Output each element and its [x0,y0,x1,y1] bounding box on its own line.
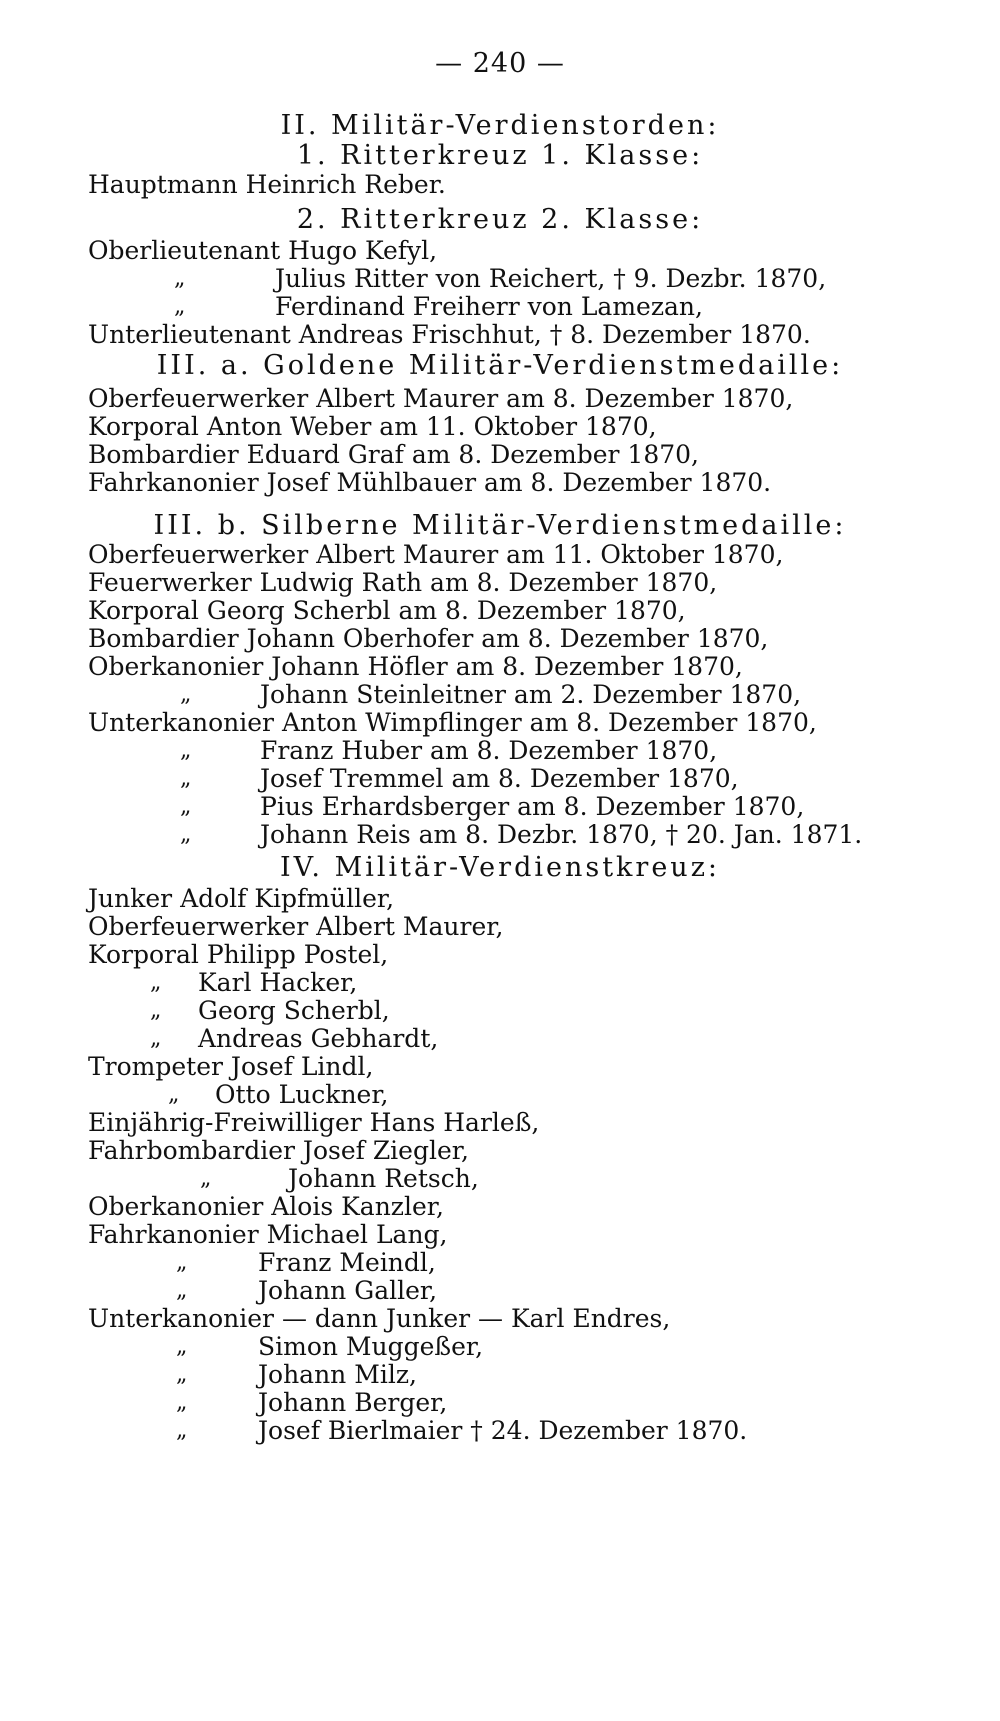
item-text: Georg Scherbl, [198,996,390,1025]
item-text: Trompeter Josef Lindl, [88,1052,374,1081]
item-text: Oberkanonier Alois Kanzler, [88,1192,444,1221]
ditto-mark: „ [180,738,192,763]
item-text: Josef Tremmel am 8. Dezember 1870, [260,764,739,793]
item-text: Fahrkanonier Michael Lang, [88,1220,448,1249]
ditto-mark: „ [180,766,192,791]
ditto-mark: „ [176,1362,188,1387]
item-text: Oberlieutenant Hugo Kefyl, [88,236,438,265]
page-number: — 240 — [435,48,565,79]
item-text: Bombardier Eduard Graf am 8. Dezember 1870, [88,440,699,469]
item-text: Korporal Georg Scherbl am 8. Dezember 1870, [88,596,686,625]
item-text: Otto Luckner, [215,1080,389,1109]
item-text: Josef Bierlmaier † 24. Dezember 1870. [258,1416,748,1445]
item-text: Feuerwerker Ludwig Rath am 8. Dezember 1870, [88,568,718,597]
ditto-mark: „ [176,1390,188,1415]
subheading-ritterkreuz-2: 2. Ritterkreuz 2. Klasse: [296,204,704,235]
item-text: Johann Reis am 8. Dezbr. 1870, † 20. Jan. 1871. [260,820,863,849]
item-text: Korporal Anton Weber am 11. Oktober 1870, [88,412,657,441]
item-text: Simon Muggeßer, [258,1332,484,1361]
item-text: Unterkanonier — dann Junker — Karl Endres, [88,1304,671,1333]
item-text: Johann Milz, [258,1360,417,1389]
ditto-mark: „ [180,794,192,819]
item-text: Oberfeuerwerker Albert Maurer, [88,912,504,941]
item-text: Bombardier Johann Oberhofer am 8. Dezember 1870, [88,624,769,653]
item-text: Karl Hacker, [198,968,358,997]
item-text: Unterkanonier Anton Wimpflinger am 8. Dezember 1870, [88,708,817,737]
ditto-mark: „ [200,1166,212,1191]
ditto-mark: „ [174,294,186,319]
item-text: Andreas Gebhardt, [198,1024,439,1053]
item-text: Johann Galler, [258,1276,438,1305]
item-text: Fahrbombardier Josef Ziegler, [88,1136,469,1165]
item-text: Korporal Philipp Postel, [88,940,389,969]
item-text: Oberfeuerwerker Albert Maurer am 8. Dezember 1870, [88,384,794,413]
item-text: Johann Retsch, [288,1164,479,1193]
item-text: Julius Ritter von Reichert, † 9. Dezbr. 1870, [275,264,827,293]
section-heading-silberne-medaille: III. b. Silberne Militär-Verdienstmedaille: [153,510,847,541]
item-text: Unterlieutenant Andreas Frischhut, † 8. Dezember 1870. [88,320,811,349]
ditto-mark: „ [150,970,162,995]
subheading-ritterkreuz-1: 1. Ritterkreuz 1. Klasse: [296,140,704,171]
ditto-mark: „ [150,1026,162,1051]
ditto-mark: „ [174,266,186,291]
item-text: Junker Adolf Kipfmüller, [88,884,395,913]
section-heading-goldene-medaille: III. a. Goldene Militär-Verdienstmedaille: [156,350,844,381]
ditto-mark: „ [176,1418,188,1443]
ditto-mark: „ [176,1250,188,1275]
item-text: Oberfeuerwerker Albert Maurer am 11. Oktober 1870, [88,540,784,569]
item-text: Einjährig-Freiwilliger Hans Harleß, [88,1108,540,1137]
item-text: Johann Steinleitner am 2. Dezember 1870, [260,680,802,709]
section-heading-verdienstkreuz: IV. Militär-Verdienstkreuz: [279,852,721,883]
item-text: Ferdinand Freiherr von Lamezan, [275,292,703,321]
ditto-mark: „ [150,998,162,1023]
item-text: Hauptmann Heinrich Reber. [88,170,446,199]
ditto-mark: „ [180,822,192,847]
item-text: Oberkanonier Johann Höfler am 8. Dezember 1870, [88,652,743,681]
ditto-mark: „ [168,1082,180,1107]
item-text: Franz Meindl, [258,1248,436,1277]
item-text: Fahrkanonier Josef Mühlbauer am 8. Dezember 1870. [88,468,772,497]
section-heading-verdienstorden: II. Militär-Verdienstorden: [280,110,720,141]
item-text: Pius Erhardsberger am 8. Dezember 1870, [260,792,805,821]
ditto-mark: „ [176,1278,188,1303]
ditto-mark: „ [180,682,192,707]
item-text: Franz Huber am 8. Dezember 1870, [260,736,718,765]
ditto-mark: „ [176,1334,188,1359]
item-text: Johann Berger, [258,1388,448,1417]
